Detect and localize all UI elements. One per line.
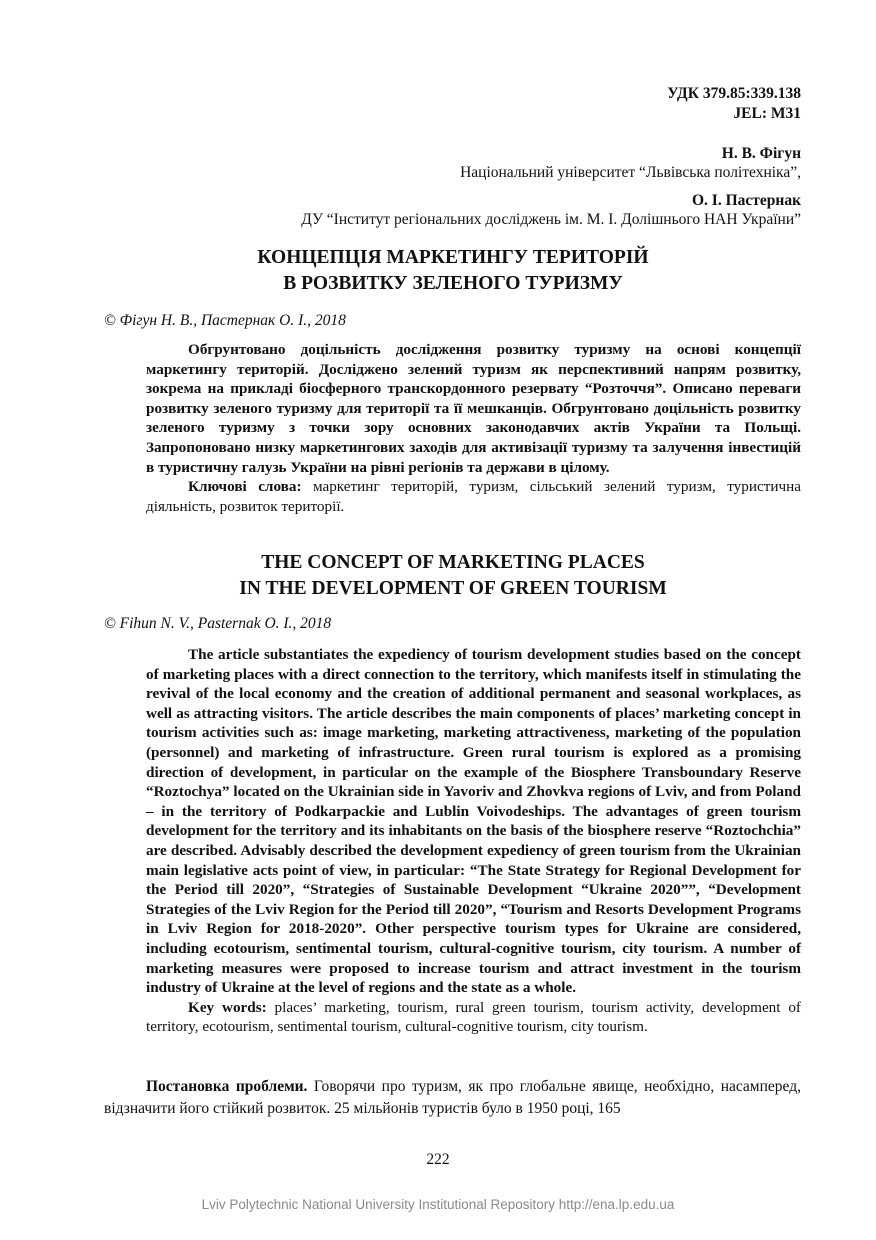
en-abstract-block [146,645,801,1037]
body-paragraph [104,1076,801,1120]
ua-title-line-1: КОНЦЕПЦІЯ МАРКЕТИНГУ ТЕРИТОРІЙ [257,247,649,268]
ua-abstract-text: Обгрунтовано доцільність дослідження розвитку туризму на основі концепції маркетингу територій. Досліджено зелений туризм як перспективний напрям розвитку, зокрема на прикладі біосферного транскордонного резервату “Розточчя”. Описано переваги розвитку зеленого туризму для території та її мешканців. Обгрунтовано доцільність розвитку зеленого туризму з точки зору основних законодавчих актів України та Польщі. Запропоновано низку маркетингових заходів для активізації туризму та залучення інвестицій в туристичну галузь України на рівні регіонів та держави в цілому. [146,341,801,476]
en-keywords-label: Key words: [188,998,267,1016]
jel-code: JEL: M31 [733,105,801,122]
ua-keywords-text: маркетинг територій, туризм, сільський зелений туризм, туристична діяльність, розвиток території. [146,478,802,515]
ua-title [105,245,801,297]
ua-copyright: © Фігун Н. В., Пастернак О. І., 2018 [104,312,346,329]
body-text: Говорячи про туризм, як про глобальне явище, необхідно, насамперед, відзначити його стійкий розвиток. 25 мільйонів туристів було в 1950 році, 165 [104,1078,801,1117]
en-title-line-1: THE CONCEPT OF MARKETING PLACES [261,552,645,573]
author-2-affiliation: ДУ “Інститут регіональних досліджень ім. М. І. Долішнього НАН України” [301,211,801,228]
en-title [105,550,801,602]
ua-keywords [146,477,801,516]
en-abstract [146,645,801,998]
author-2-name: О. І. Пастернак [692,192,801,209]
author-1-affiliation: Національний університет “Львівська політехніка”, [460,164,801,181]
ua-abstract [146,340,801,477]
ua-keywords-label: Ключові слова: [188,478,302,496]
en-copyright: © Fihun N. V., Pasternak O. I., 2018 [104,615,332,632]
ua-title-line-2: В РОЗВИТКУ ЗЕЛЕНОГО ТУРИЗМУ [283,273,623,294]
en-abstract-text: The article substantiates the expediency of tourism development studies based on the concept of marketing places with a direct connection to the territory, which manifests itself in stimulating the revival of the local economy and the creation of additional permanent and seasonal workplaces, as well as attracting visitors. The article describes the main components of places’ marketing concept in tourism activities such as: image marketing, marketing attractiveness, marketing of the population (personnel) and marketing of infrastructure. Green rural tourism is explored as a promising direction of development, in particular on the example of the Biosphere Transboundary Reserve “Roztochya” located on the Ukrainian side in Yavoriv and Zhovkva regions of Lviv, and from Poland – in the territory of Podkarpackie and Lublin Voivodeships. The advantages of green tourism development for the territory and its inhabitants on the basis of the biosphere reserve “Roztochchia” are described. Advisably described the development expediency of green tourism from the Ukrainian main legislative acts point of view, in particular: “The State Strategy for Regional Development for the Period till 2020”, “Strategies of Sustainable Development “Ukraine 2020””, “Development Strategies of the Lviv Region for the Period till 2020”, “Tourism and Resorts Development Programs in Lviv Region for 2018-2020”. Other perspective tourism types for Ukraine are considered, including ecotourism, sentimental tourism, cultural-cognitive tourism, city tourism. A number of marketing measures were proposed to increase tourism and attract investment in the tourism industry of Ukraine at the level of regions and the state as a whole. [146,646,801,997]
ua-abstract-block [146,340,801,516]
page-number: 222 [426,1151,450,1168]
udk-code: УДК 379.85:339.138 [667,85,801,102]
author-1-name: Н. В. Фігун [721,145,801,162]
repository-footer: Lviv Polytechnic National University Institutional Repository http://ena.lp.edu.ua [201,1197,675,1212]
en-keywords-text: places’ marketing, tourism, rural green tourism, tourism activity, development of territory, ecotourism, sentimental tourism, cultural-cognitive tourism, city tourism. [146,998,801,1036]
section-heading: Постановка проблеми. [146,1078,308,1095]
en-title-line-2: IN THE DEVELOPMENT OF GREEN TOURISM [239,578,667,599]
en-keywords [146,998,801,1037]
